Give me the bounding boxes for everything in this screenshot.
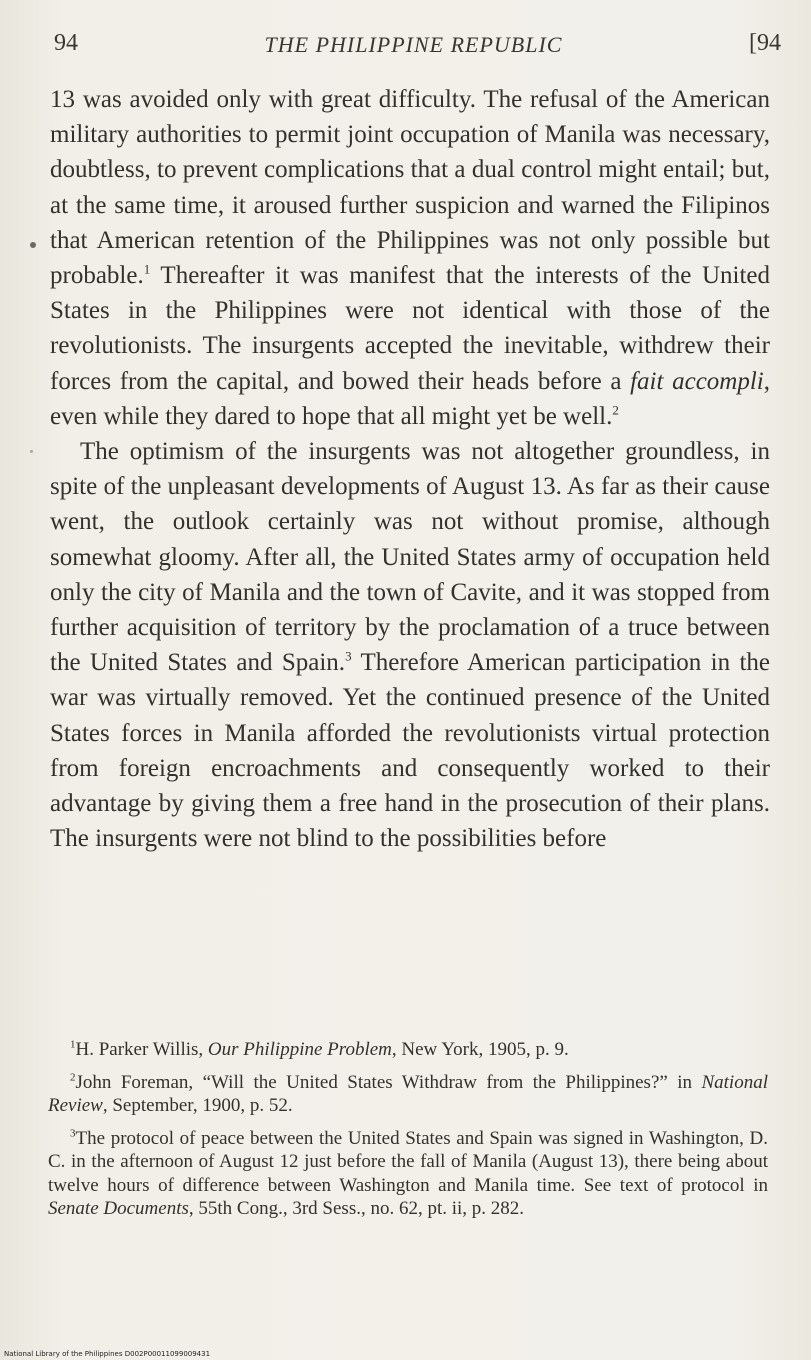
footnote-1-text-a: H. Parker Willis, (75, 1039, 208, 1060)
paragraph-1 (50, 82, 770, 434)
paragraph-2 (50, 434, 770, 856)
footnote-1-number: 1 (70, 1038, 76, 1051)
footnote-2-text-b: , September, 1900, p. 52. (102, 1095, 293, 1116)
footnote-2-text-a: John Foreman, “Will the United States Withdraw from the Philippines?” in (75, 1071, 702, 1093)
footnote-3 (48, 1127, 768, 1221)
footnote-ref-2: 2 (612, 402, 619, 418)
paragraph-1-text-c: , even while they dared to hope that all might yet be well. (50, 367, 770, 430)
paragraph-2-text-a: The optimism of the insurgents was not altogether groundless, in spite of the unpleasant developments of August 13. As far as their cause went, the outlook certainly was not without promise, although somewhat gloomy. After all, the United States army of occupation held only the city of Manila and the town of Cavite, and it was stopped from further acquisition of territory by the proclamation of a truce between the United States and Spain. (50, 438, 770, 677)
footnotes (48, 1038, 768, 1230)
paragraph-1-text-b: Thereafter it was manifest that the interests of the United States in the Philippines were not identical with those of the revolutionists. The insurgents accepted the inevitable, withdrew their forces from the capital, and bowed their heads before a (50, 262, 770, 395)
footnote-3-number: 3 (70, 1127, 76, 1140)
margin-faint-mark (30, 450, 33, 453)
footnote-3-italic: Senate Documents (48, 1198, 189, 1219)
page-number-right: [94 (749, 30, 781, 56)
running-title: THE PHILIPPINE REPUBLIC (264, 32, 563, 57)
page-number-left: 94 (54, 30, 78, 56)
paragraph-1-text-a: 13 was avoided only with great difficulty. The refusal of the American military authorities to permit joint occupation of Manila was necessary, doubtless, to prevent complications that a dual control might entail; but, at the same time, it aroused further suspicion and warned the Filipinos that American retention of the Philippines was not only possible but probable. (50, 86, 770, 290)
footnote-3-text-a: The protocol of peace between the United States and Spain was signed in Washington, D. C. in the afternoon of August 12 just before the fall of Manila (August 13), there being about twelve hours of difference between Washington and Manila time. See text of protocol in (48, 1127, 768, 1196)
footnote-1 (48, 1038, 768, 1062)
footnote-2-number: 2 (70, 1071, 76, 1084)
footnote-2 (48, 1071, 768, 1118)
footnote-3-text-b: , 55th Cong., 3rd Sess., no. 62, pt. ii, p. 282. (188, 1198, 525, 1219)
page-header (46, 30, 781, 70)
margin-dot-mark (30, 242, 36, 248)
body-text (50, 82, 770, 856)
footnote-ref-1: 1 (143, 261, 151, 277)
footnote-ref-3: 3 (345, 648, 352, 664)
paragraph-2-text-b: Therefore American participation in the war was virtually removed. Yet the continued presence of the United States forces in Manila afforded the revolutionists virtual protection from foreign encroachments and consequently worked to their advantage by giving them a free hand in the prosecution of their plans. The insurgents were not blind to the possibilities before (50, 649, 770, 853)
scan-colophon: National Library of the Philippines D002P00011099009431 (4, 1350, 211, 1358)
footnote-1-text-b: , New York, 1905, p. 9. (391, 1039, 569, 1060)
footnote-1-italic: Our Philippine Problem (207, 1039, 392, 1060)
paragraph-1-italic: fait accompli (630, 367, 764, 395)
footnote-2-italic: National Review (48, 1071, 768, 1116)
